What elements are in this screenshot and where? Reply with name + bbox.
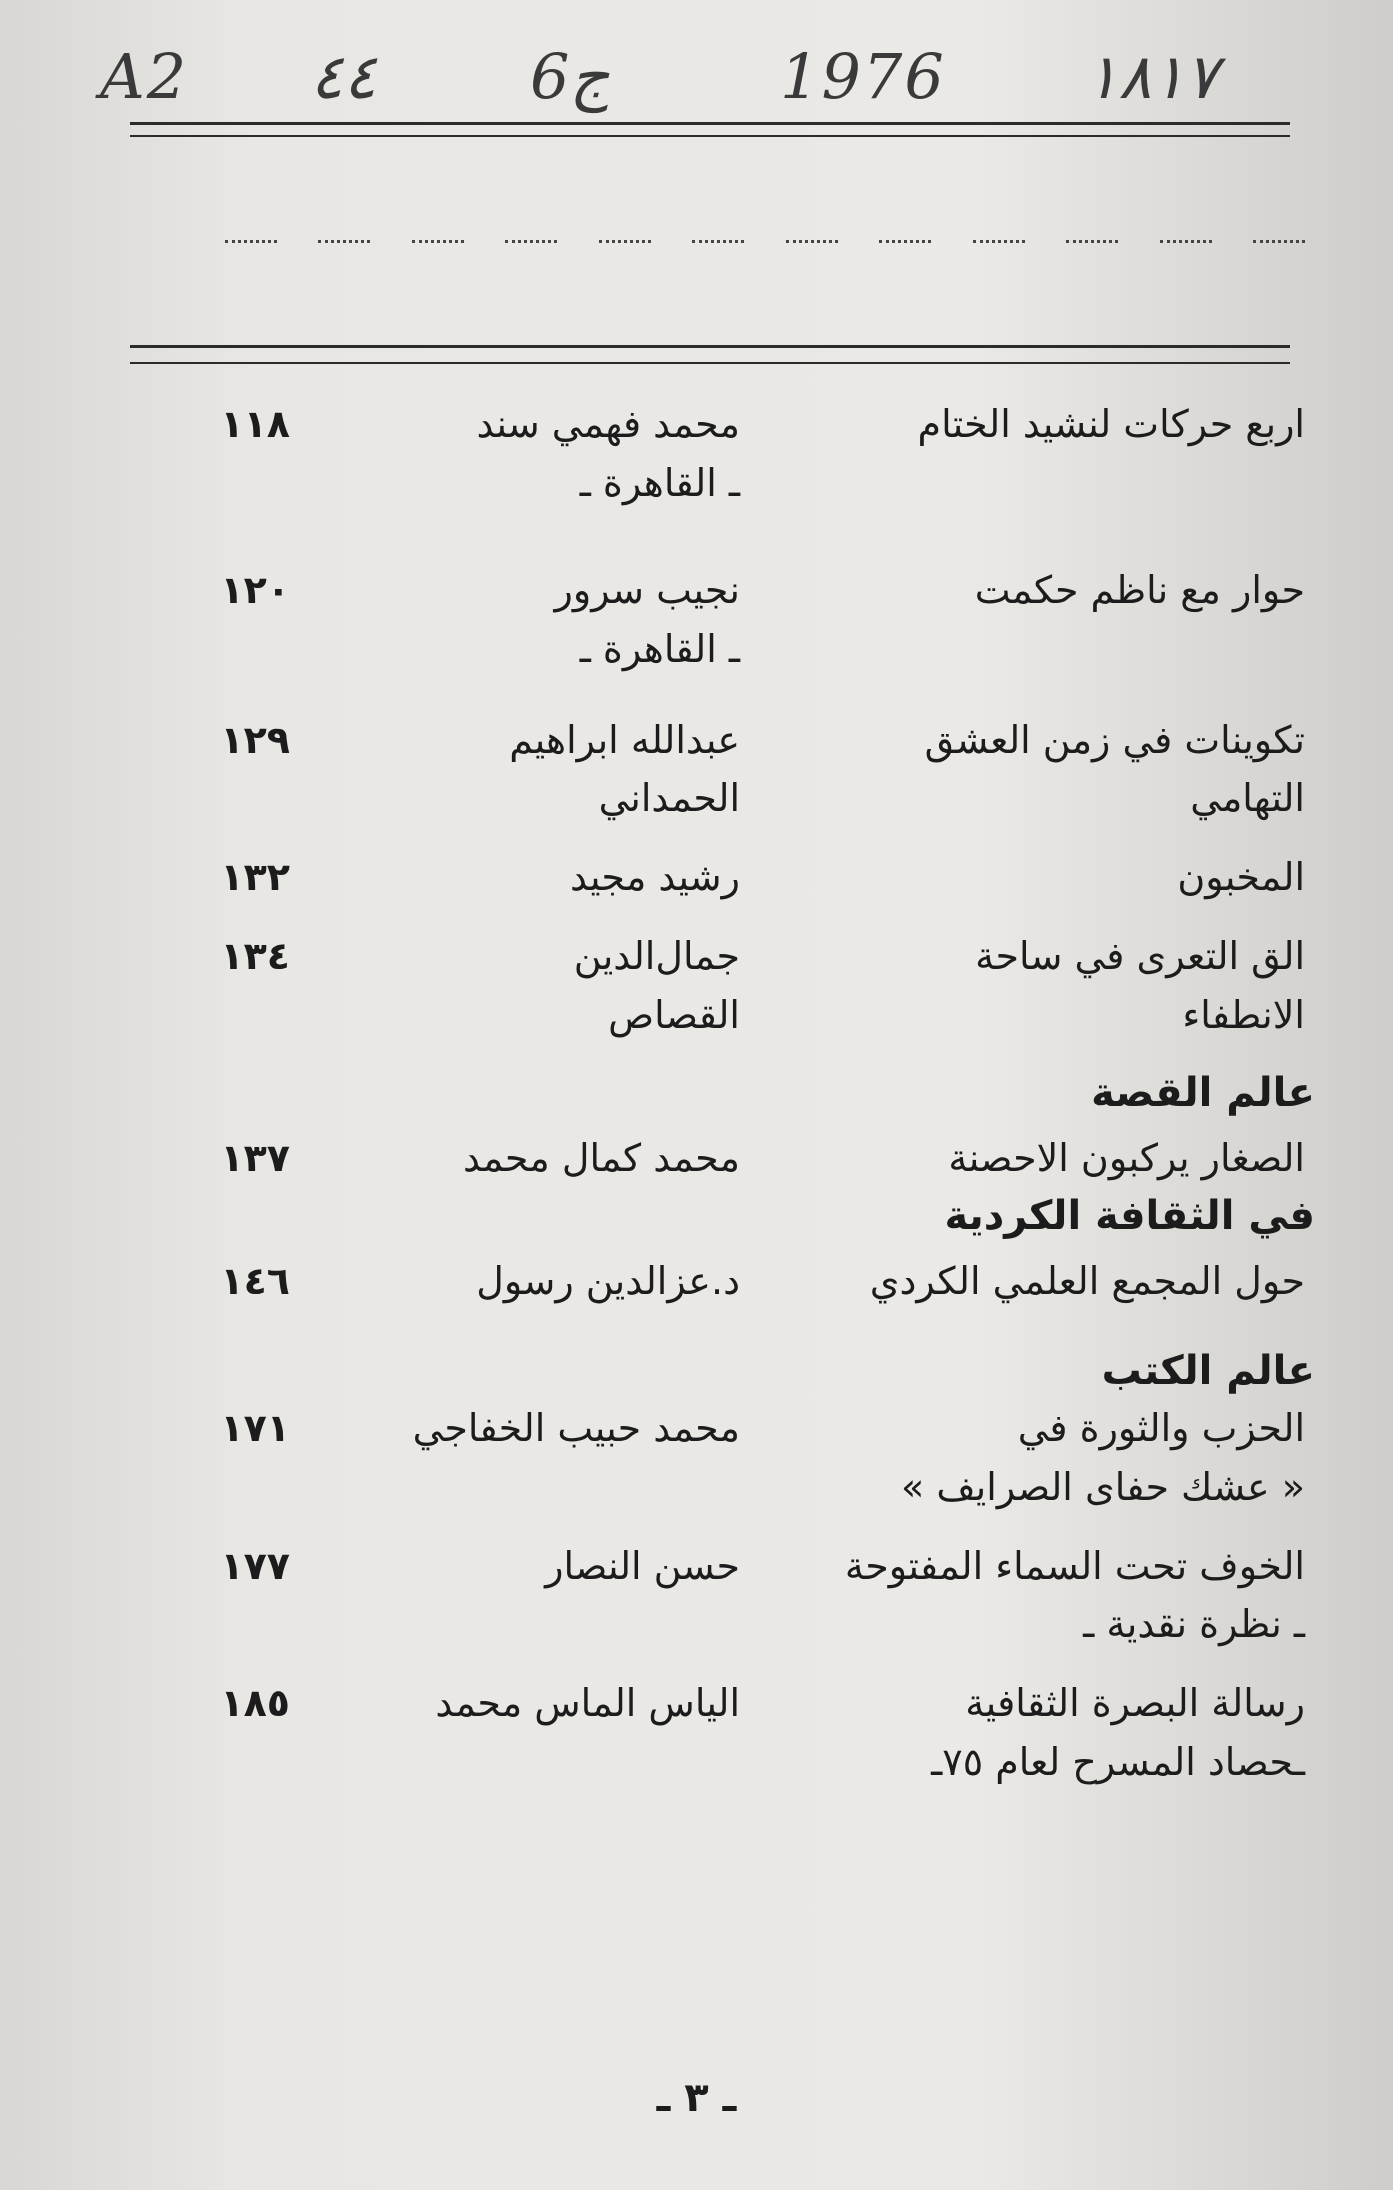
- entry-page-number: ١٢٩: [220, 717, 290, 762]
- section-heading: في الثقافة الكردية: [944, 1192, 1315, 1239]
- entry-page-number: ١٧٧: [220, 1543, 290, 1588]
- table-of-contents: [120, 395, 1315, 1792]
- entry-author: د.عزالدين رسول: [476, 1258, 740, 1303]
- toc-entry: [120, 1399, 1305, 1517]
- entry-author: الياس الماس محمد: [435, 1681, 740, 1726]
- entry-title: الق التعرى في ساحة الانطفاء: [975, 934, 1305, 1038]
- entry-author: رشيد مجيد: [570, 855, 740, 900]
- entry-page-number: ١٢٠: [220, 567, 290, 612]
- entry-author: محمد كمال محمد: [462, 1136, 740, 1181]
- entry-title: رسالة البصرة الثقافية ـحصاد المسرح لعام ٧٥ـ: [931, 1681, 1305, 1785]
- toc-entry: [120, 711, 1305, 829]
- entry-title: حوار مع ناظم حكمت: [974, 567, 1305, 612]
- handwritten-number: ١٨١٧: [1085, 40, 1219, 113]
- handwritten-note-c: 6ج: [530, 40, 610, 113]
- section-heading: عالم الكتب: [1101, 1347, 1315, 1394]
- entry-title: اربع حركات لنشيد الختام: [917, 402, 1305, 446]
- entry-author: حسن النصار: [545, 1543, 740, 1588]
- entry-page-number: ١٧١: [220, 1405, 290, 1450]
- top-rule: [130, 122, 1290, 125]
- entry-page-number: ١٨٥: [220, 1681, 290, 1726]
- entry-title: الحزب والثورة في « عشك حفاى الصرايف »: [901, 1405, 1305, 1509]
- entry-page-number: ١٤٦: [220, 1258, 290, 1303]
- header-rule: [130, 345, 1290, 348]
- entry-page-number: ١١٨: [220, 402, 290, 446]
- handwritten-note-a: A2: [100, 40, 189, 113]
- entry-author: عبدالله ابراهيم الحمداني: [509, 717, 740, 821]
- toc-entry: [120, 1674, 1305, 1792]
- entry-title: الخوف تحت السماء المفتوحة ـ نظرة نقدية ـ: [844, 1543, 1305, 1647]
- section-heading: عالم القصة: [1091, 1070, 1315, 1117]
- page-number-footer: ـ ٣ ـ: [656, 2075, 737, 2121]
- entry-title: تكوينات في زمن العشق التهامي: [924, 717, 1305, 821]
- entry-author: محمد فهمي سند ـ القاهرة ـ: [476, 402, 740, 505]
- entry-page-number: ١٣٤: [220, 934, 290, 979]
- entry-title: الصغار يركبون الاحصنة: [948, 1136, 1305, 1181]
- toc-entry: [120, 1129, 1305, 1188]
- toc-entry: [120, 395, 1305, 513]
- toc-entry: [120, 1252, 1305, 1311]
- toc-entry: [120, 927, 1305, 1045]
- entry-author: نجيب سرور ـ القاهرة ـ: [554, 567, 740, 671]
- entry-author: جمال‌الدين القصاص: [573, 934, 740, 1038]
- top-rule-thin: [130, 135, 1290, 137]
- header-rule-thin: [130, 362, 1290, 364]
- handwritten-year: 1976: [780, 40, 946, 113]
- toc-entry: [120, 1537, 1305, 1655]
- handwritten-note-b: ٤٤: [310, 40, 377, 113]
- entry-author: محمد حبيب الخفاجي: [412, 1405, 740, 1450]
- dotted-leader-row: [225, 232, 1305, 252]
- entry-page-number: ١٣٢: [220, 855, 290, 900]
- toc-entry: [120, 848, 1305, 907]
- entry-title: المخبون: [1177, 855, 1305, 900]
- entry-title: حول المجمع العلمي الكردي: [869, 1258, 1305, 1303]
- toc-entry: [120, 561, 1305, 679]
- entry-page-number: ١٣٧: [220, 1136, 290, 1181]
